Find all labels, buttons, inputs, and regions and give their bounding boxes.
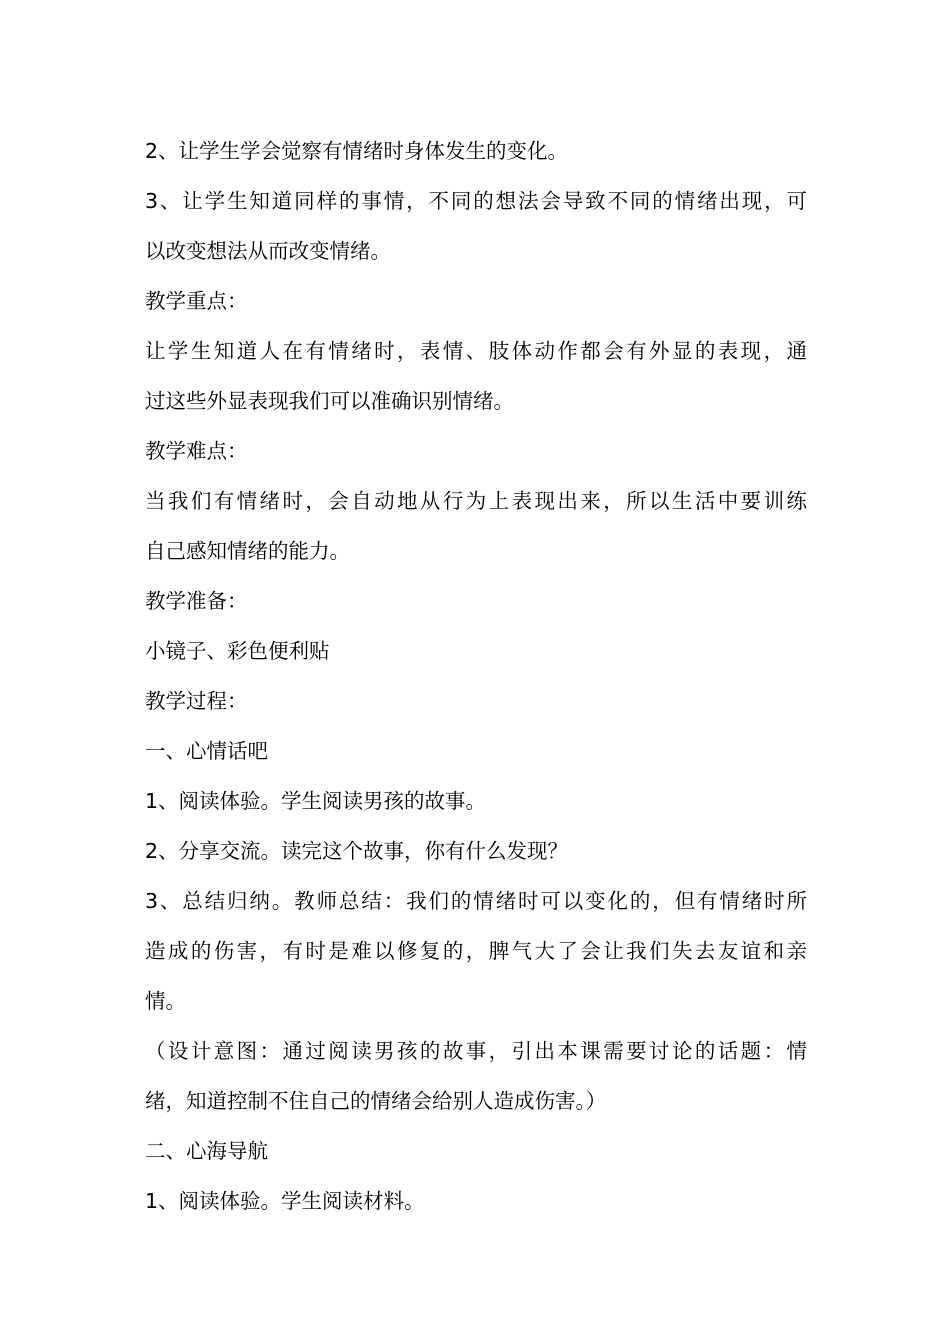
preparation-heading: 教学准备： — [145, 589, 248, 613]
difficulty-heading: 教学难点： — [145, 439, 248, 463]
preparation-text: 小镜子、彩色便利贴 — [145, 639, 330, 663]
key-points-heading: 教学重点： — [145, 289, 248, 313]
section-1-step-2: 2、分享交流。读完这个故事，你有什么发现？ — [145, 839, 569, 863]
objective-3-line-1: 3、让学生知道同样的事情，不同的想法会导致不同的情绪出现，可 — [145, 189, 807, 213]
key-points-line-2: 过这些外显表现我们可以准确识别情绪。 — [145, 389, 514, 413]
section-1-step-1: 1、阅读体验。学生阅读男孩的故事。 — [145, 789, 487, 813]
section-1-step-3-line-2: 造成的伤害，有时是难以修复的，脾气大了会让我们失去友谊和亲 — [145, 939, 807, 963]
objective-3-line-2: 以改变想法从而改变情绪。 — [145, 239, 391, 263]
document-body — [145, 126, 807, 1226]
design-intent-line-2: 绪，知道控制不住自己的情绪会给别人造成伤害。） — [145, 1089, 607, 1113]
section-1-heading: 一、心情话吧 — [145, 739, 268, 763]
section-2-step-1: 1、阅读体验。学生阅读材料。 — [145, 1189, 425, 1213]
difficulty-line-1: 当我们有情绪时，会自动地从行为上表现出来，所以生活中要训练 — [145, 489, 807, 513]
section-1-step-3-line-3: 情。 — [145, 989, 186, 1013]
difficulty-line-2: 自己感知情绪的能力。 — [145, 539, 350, 563]
objective-2-line: 2、让学生学会觉察有情绪时身体发生的变化。 — [145, 139, 569, 163]
section-1-step-3-line-1: 3、总结归纳。教师总结：我们的情绪时可以变化的，但有情绪时所 — [145, 889, 807, 913]
design-intent-line-1: （设计意图：通过阅读男孩的故事，引出本课需要讨论的话题：情 — [145, 1039, 807, 1063]
process-heading: 教学过程： — [145, 689, 248, 713]
key-points-line-1: 让学生知道人在有情绪时，表情、肢体动作都会有外显的表现，通 — [145, 339, 807, 363]
section-2-heading: 二、心海导航 — [145, 1139, 268, 1163]
